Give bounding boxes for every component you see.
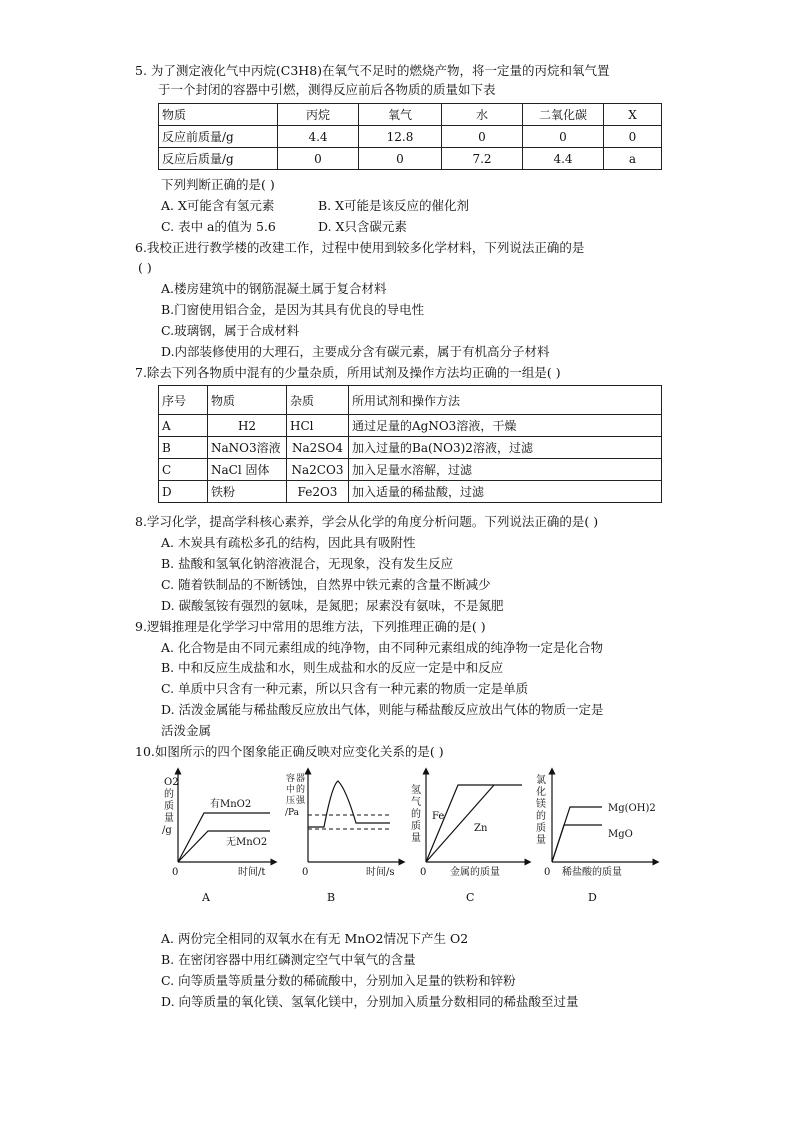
table-row <box>159 104 662 126</box>
q7-purification-table <box>158 385 662 503</box>
q9-option-d-line1: D. 活泼金属能与稀盐酸反应放出气体，则能与稀盐酸反应放出气体的物质一定是 <box>161 702 604 717</box>
q5-option-c: C. 表中 a的值为 5.6 <box>161 219 276 234</box>
table-header-cell: 物质 <box>208 386 287 415</box>
q10-stem: 10.如图所示的四个图象能正确反映对应变化关系的是( ) <box>135 744 444 759</box>
svg-text:量: 量 <box>411 833 421 844</box>
pressure-curve <box>308 781 390 827</box>
svg-text:强: 强 <box>296 796 306 806</box>
graph-caption: A <box>202 891 210 904</box>
table-header-cell: 丙烷 <box>278 104 359 126</box>
table-cell: 7.2 <box>442 148 523 170</box>
table-cell: 12.8 <box>359 126 442 148</box>
origin-label: 0 <box>172 867 179 878</box>
q5-mass-table <box>158 103 662 170</box>
table-header-cell: 杂质 <box>287 386 349 415</box>
q9-option-d-line2: 活泼金属 <box>161 723 212 738</box>
q9-option-a: A. 化合物是由不同元素组成的纯净物，由不同种元素组成的纯净物一定是化合物 <box>161 640 603 655</box>
origin-label: 0 <box>544 867 551 878</box>
table-row <box>159 148 662 170</box>
x-axis-label: 稀盐酸的质量 <box>562 867 622 878</box>
q6-option-c: C.玻璃钢，属于合成材料 <box>161 323 300 338</box>
table-row <box>159 386 662 415</box>
q10-option-d: D. 向等质量的氧化镁、氢氧化镁中，分别加入质量分数相同的稀盐酸至过量 <box>161 994 579 1009</box>
q8-option-d: D. 碳酸氢铵有强烈的氨味，是氮肥；尿素没有氨味，不是氮肥 <box>161 598 504 613</box>
table-cell: B <box>159 437 208 459</box>
table-cell: 0 <box>359 148 442 170</box>
table-header-cell: 水 <box>442 104 523 126</box>
x-axis-label: 时间/s <box>366 867 395 878</box>
table-cell: 通过足量的AgNO3溶液，干燥 <box>349 415 662 437</box>
table-cell: 铁粉 <box>208 481 287 503</box>
q5-stem-line1: 5. 为了测定液化气中丙烷(C3H8)在氧气不足时的燃烧产物，将一定量的丙烷和氧气置 <box>135 63 610 78</box>
table-cell: 4.4 <box>278 126 359 148</box>
y-axis-label <box>536 773 546 846</box>
graph-caption: C <box>466 891 475 904</box>
q6-stem-line2: ( ) <box>138 260 152 275</box>
table-cell: 0 <box>278 148 359 170</box>
table-row <box>159 437 662 459</box>
label-with-mno2: 有MnO2 <box>210 799 252 810</box>
svg-text:的: 的 <box>296 785 306 795</box>
table-row <box>159 126 662 148</box>
q8-stem: 8.学习化学，提高学科核心素养，学会从化学的角度分析问题。下列说法正确的是( ) <box>135 514 599 529</box>
q9-option-b: B. 中和反应生成盐和水，则生成盐和水的反应一定是中和反应 <box>161 660 504 675</box>
table-cell: 加入足量水溶解，过滤 <box>349 459 662 481</box>
table-header-cell: 序号 <box>159 386 208 415</box>
graph-caption: B <box>327 891 336 904</box>
svg-text:质: 质 <box>536 823 546 834</box>
table-cell: 反应前质量/g <box>159 126 278 148</box>
curve-mgo <box>552 825 602 862</box>
table-cell: HCl <box>287 415 349 437</box>
table-cell: NaCl 固体 <box>208 459 287 481</box>
svg-text:质: 质 <box>164 801 174 812</box>
table-cell: H2 <box>208 415 287 437</box>
svg-text:化: 化 <box>536 787 546 798</box>
q8-option-c: C. 随着铁制品的不断锈蚀，自然界中铁元素的含量不断减少 <box>161 577 491 592</box>
q8-option-a: A. 木炭具有疏松多孔的结构，因此具有吸附性 <box>161 535 416 550</box>
svg-text:量: 量 <box>536 835 546 846</box>
y-axis-label <box>162 777 179 836</box>
table-cell: Na2CO3 <box>287 459 349 481</box>
origin-label: 0 <box>420 867 427 878</box>
y-axis-label <box>285 772 306 818</box>
q6-option-d: D.内部装修使用的大理石，主要成分含有碳元素，属于有机高分子材料 <box>161 344 550 359</box>
q10-option-c: C. 向等质量等质量分数的稀硫酸中，分别加入足量的铁粉和锌粉 <box>161 973 516 988</box>
svg-text:的: 的 <box>536 811 546 822</box>
svg-text:气: 气 <box>411 797 421 808</box>
table-cell: Fe2O3 <box>287 481 349 503</box>
label-mgo: MgO <box>608 829 633 840</box>
table-cell: 0 <box>523 126 604 148</box>
table-cell: A <box>159 415 208 437</box>
q10-graph-b <box>282 765 408 907</box>
table-header-cell: 所用试剂和操作方法 <box>349 386 662 415</box>
svg-text:的: 的 <box>411 809 421 820</box>
table-header-cell: X <box>604 104 662 126</box>
svg-text:O2: O2 <box>164 777 179 788</box>
q7-stem: 7.除去下列各物质中混有的少量杂质，所用试剂及操作方法均正确的一组是( ) <box>135 365 561 380</box>
table-cell: D <box>159 481 208 503</box>
q5-option-a: A. X可能含有氢元素 <box>161 198 275 213</box>
svg-text:的: 的 <box>164 789 174 800</box>
svg-text:压: 压 <box>286 796 296 806</box>
q10-graph-c <box>408 765 534 907</box>
label-without-mno2: 无MnO2 <box>226 837 268 848</box>
q5-option-b: B. X可能是该反应的催化剂 <box>318 198 470 213</box>
table-cell: 反应后质量/g <box>159 148 278 170</box>
q5-prompt: 下列判断正确的是( ) <box>161 177 275 192</box>
q10-graph-a <box>158 765 280 907</box>
table-header-cell: 二氧化碳 <box>523 104 604 126</box>
table-cell: a <box>604 148 662 170</box>
svg-text:/Pa: /Pa <box>285 808 300 818</box>
y-axis-label <box>411 783 421 844</box>
x-axis-label: 时间/t <box>238 867 266 878</box>
label-mg-oh-2: Mg(OH)2 <box>608 803 656 814</box>
q6-option-b: B.门窗使用铝合金，是因为其具有优良的导电性 <box>161 302 425 317</box>
table-cell: NaNO3溶液 <box>208 437 287 459</box>
q10-option-b: B. 在密闭容器中用红磷测定空气中氧气的含量 <box>161 952 416 967</box>
table-cell: 4.4 <box>523 148 604 170</box>
label-fe: Fe <box>432 811 445 822</box>
table-cell: 加入过量的Ba(NO3)2溶液，过滤 <box>349 437 662 459</box>
q6-stem-line1: 6.我校正进行教学楼的改建工作，过程中使用到较多化学材料，下列说法正确的是 <box>135 240 585 255</box>
curve-mg-oh-2 <box>552 807 602 862</box>
q10-option-a: A. 两份完全相同的双氧水在有无 MnO2情况下产生 O2 <box>161 931 469 946</box>
q8-option-b: B. 盐酸和氢氧化钠溶液混合，无现象，没有发生反应 <box>161 556 454 571</box>
q6-option-a: A.楼房建筑中的钢筋混凝土属于复合材料 <box>161 281 387 296</box>
table-header-cell: 物质 <box>159 104 278 126</box>
q9-stem: 9.逻辑推理是化学学习中常用的思维方法，下列推理正确的是( ) <box>135 619 486 634</box>
svg-text:容: 容 <box>286 774 296 784</box>
table-cell: 0 <box>604 126 662 148</box>
x-axis-label: 金属的质量 <box>450 867 500 878</box>
svg-text:质: 质 <box>411 821 421 832</box>
graph-caption: D <box>588 891 597 904</box>
label-zn: Zn <box>474 823 488 834</box>
q10-graph-d <box>532 765 682 907</box>
svg-text:氢: 氢 <box>411 785 421 796</box>
table-row <box>159 481 662 503</box>
table-cell: Na2SO4 <box>287 437 349 459</box>
q5-stem-line2: 于一个封闭的容器中引燃，测得反应前后各物质的质量如下表 <box>158 82 496 97</box>
table-cell: C <box>159 459 208 481</box>
table-header-cell: 氧气 <box>359 104 442 126</box>
table-cell: 加入适量的稀盐酸，过滤 <box>349 481 662 503</box>
svg-text:中: 中 <box>286 785 296 795</box>
svg-text:器: 器 <box>296 774 306 784</box>
svg-text:量: 量 <box>164 813 174 824</box>
q9-option-c: C. 单质中只含有一种元素，所以只含有一种元素的物质一定是单质 <box>161 681 529 696</box>
origin-label: 0 <box>302 867 309 878</box>
table-row <box>159 415 662 437</box>
table-cell: 0 <box>442 126 523 148</box>
svg-text:氯: 氯 <box>536 775 546 786</box>
svg-text:/g: /g <box>162 825 172 836</box>
q5-option-d: D. X只含碳元素 <box>318 219 407 234</box>
svg-text:镁: 镁 <box>536 799 546 810</box>
table-row <box>159 459 662 481</box>
